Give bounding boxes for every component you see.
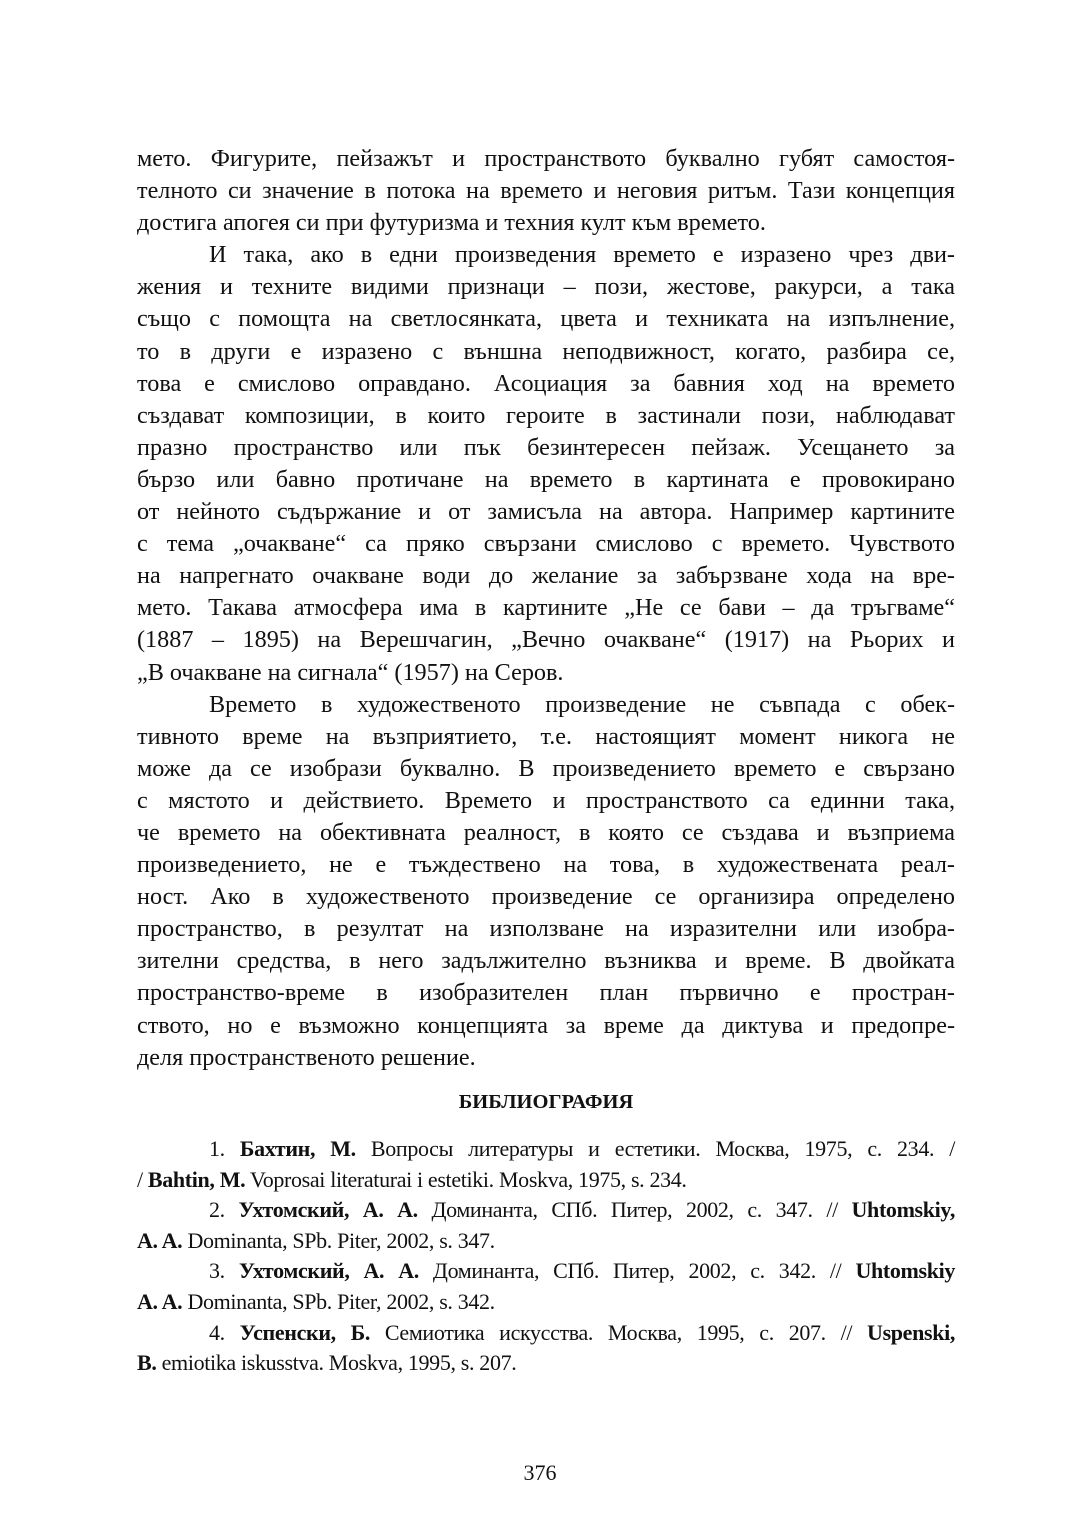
text-line: Времето в художественото произведение не съвпада с обек- bbox=[209, 690, 955, 718]
text-line: телното си значение в потока на времето и неговия ритъм. Тази концепция bbox=[137, 177, 955, 205]
text-line: достига апогея си при футуризма и техния култ към времето. bbox=[137, 209, 766, 237]
text-line: 2. Ухтомский, А. А. Доминанта, СПб. Питер, 2002, с. 347. // Uhtomskiy, bbox=[209, 1197, 955, 1223]
text-line: тивното време на възприятието, т.е. настоящият момент никога не bbox=[137, 722, 955, 750]
page-number: 376 bbox=[523, 1460, 557, 1485]
bibliography-entry bbox=[137, 1318, 955, 1379]
bibliography-entry bbox=[137, 1134, 955, 1195]
bibliography-heading: БИБЛИОГРАФИЯ bbox=[458, 1091, 634, 1113]
text-line: създават композиции, в които героите в застинали пози, наблюдават bbox=[137, 401, 955, 429]
bibliography-entry bbox=[137, 1195, 955, 1256]
text-line: с тема „очакване“ са пряко свързани смислово с времето. Чувството bbox=[137, 530, 955, 558]
text-line: пространство, в резултат на използване на изразителни или изобра- bbox=[137, 915, 955, 943]
author-name: Ухтомский, А. А. bbox=[238, 1197, 418, 1223]
text-line: зителни средства, в него задължително възниква и време. В двойката bbox=[137, 947, 955, 975]
text-line: това е смислово оправдано. Асоциация за бавния ход на времето bbox=[137, 369, 955, 397]
paragraph bbox=[137, 239, 955, 688]
text-line: мето. Такава атмосфера има в картините „Не се бави – да тръгваме“ bbox=[137, 594, 955, 622]
text-line: „В очакване на сигнала“ (1957) на Серов. bbox=[137, 658, 564, 686]
text-line: ството, но е възможно концепцията за време да диктува и предопре- bbox=[137, 1011, 955, 1039]
bibliography-list bbox=[137, 1134, 955, 1379]
text-line: бързо или бавно протичане на времето в картината е провокирано bbox=[137, 465, 955, 493]
text-line: / Bahtin, M. Voprosai literaturai i estetiki. Moskva, 1975, s. 234. bbox=[137, 1166, 687, 1192]
text-line: деля пространственото решение. bbox=[137, 1043, 476, 1071]
text-line: 3. Ухтомский, А. А. Доминанта, СПб. Питер, 2002, с. 342. // Uhtomskiy bbox=[209, 1258, 955, 1284]
author-name-latin: Uhtomskiy, bbox=[851, 1197, 955, 1223]
author-name: Ухтомский, А. А. bbox=[238, 1258, 419, 1284]
author-name: Успенски, Б. bbox=[239, 1319, 370, 1345]
body-text bbox=[137, 143, 955, 1074]
text-line: A. A. Dominanta, SPb. Piter, 2002, s. 342. bbox=[137, 1288, 495, 1314]
text-line: с мястото и действието. Времето и пространството са единни така, bbox=[137, 786, 955, 814]
text-line: че времето на обективната реалност, в която се създава и възприема bbox=[137, 818, 955, 846]
text-line: мето. Фигурите, пейзажът и пространството буквално губят самостоя- bbox=[137, 145, 955, 172]
text-line: 1. Бахтин, М. Вопросы литературы и естетики. Москва, 1975, с. 234. / bbox=[209, 1136, 955, 1161]
author-name: Бахтин, М. bbox=[239, 1136, 356, 1161]
author-name-latin: B. bbox=[137, 1350, 157, 1376]
text-line: на напрегнато очакване води до желание за забързване хода на вре- bbox=[137, 562, 955, 590]
author-name-latin: Uspenski, bbox=[867, 1319, 955, 1345]
text-line: също с помощта на светлосянката, цвета и техниката на изпълнение, bbox=[137, 305, 955, 333]
text-line: A. A. Dominanta, SPb. Piter, 2002, s. 347. bbox=[137, 1227, 495, 1253]
text-line: то в други е изразено с външна неподвижност, когато, разбира се, bbox=[137, 337, 955, 365]
author-name-latin: Uhtomskiy bbox=[855, 1258, 955, 1284]
author-name-latin: A. A. bbox=[137, 1227, 183, 1253]
text-line: празно пространство или пък безинтересен пейзаж. Усещането за bbox=[137, 433, 955, 461]
text-line: може да се изобрази буквално. В произведението времето е свързано bbox=[137, 754, 955, 782]
text-line: 4. Успенски, Б. Семиотика искусства. Москва, 1995, с. 207. // Uspenski, bbox=[209, 1319, 955, 1345]
text-line: произведението, не е тъждествено на това, в художествената реал- bbox=[137, 851, 955, 879]
paragraph bbox=[137, 143, 955, 239]
text-line: пространство-време в изобразителен план първично е простран- bbox=[137, 979, 955, 1007]
text-line: B. emiotika iskusstva. Moskva, 1995, s. 207. bbox=[137, 1350, 517, 1376]
paragraph bbox=[137, 689, 955, 1074]
bibliography-entry bbox=[137, 1256, 955, 1317]
text-line: жения и техните видими признаци – пози, жестове, ракурси, а така bbox=[137, 273, 955, 301]
text-line: ност. Ако в художественото произведение се организира определено bbox=[137, 883, 955, 911]
text-line: (1887 – 1895) на Верешчагин, „Вечно очакване“ (1917) на Рьорих и bbox=[137, 626, 955, 654]
text-line: И така, ако в едни произведения времето е изразено чрез дви- bbox=[209, 241, 955, 269]
author-name-latin: A. A. bbox=[137, 1288, 183, 1314]
text-line: от нейното съдържание и от замисъла на автора. Например картините bbox=[137, 498, 955, 526]
author-name-latin: Bahtin, M. bbox=[147, 1166, 246, 1192]
